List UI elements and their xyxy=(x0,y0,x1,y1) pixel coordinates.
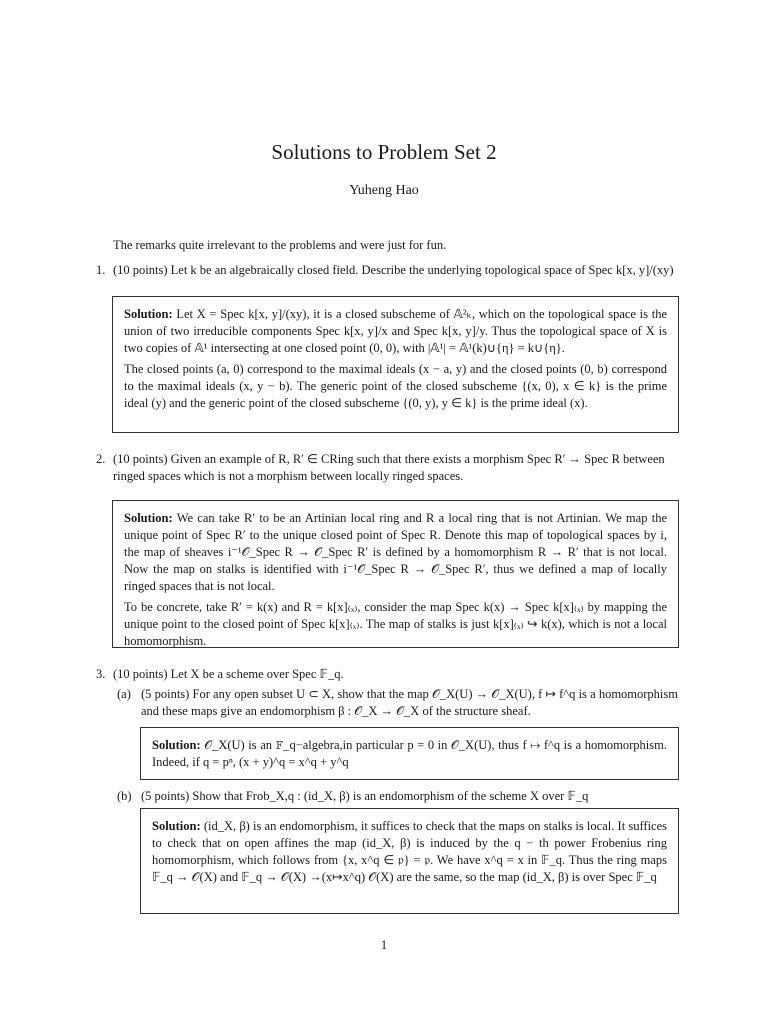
part-statement: (5 points) For any open subset U ⊂ X, show that the map 𝒪_X(U) → 𝒪_X(U), f ↦ f^q is a homomorphism and these maps give an endomorphism β : 𝒪_X → 𝒪_X of the structure sheaf. xyxy=(141,687,678,718)
solution-label: Solution: xyxy=(152,738,201,752)
problem-number: 2. xyxy=(96,452,106,466)
solution-box xyxy=(112,296,679,433)
solution-text: (id_X, β) is an endomorphism, it suffices to check that the maps on stalks is local. It suffices to check that on open affines the map (id_X, β) is induced by the q − th power Frobenius ring homomorphism, which follows from {x, x^q ∈ 𝔭} = 𝔭. We have x^q = x in 𝔽_q. Thus the ring maps 𝔽_q → 𝒪(X) and 𝔽_q → 𝒪(X) →(x↦x^q) 𝒪(X) are the same, so the map (id_X, β) is over Spec 𝔽_q xyxy=(152,819,668,884)
solution-text: Let X = Spec k[x, y]/(xy), it is a closed subscheme of 𝔸²ₖ, which on the topological space is the union of two irreducible components Spec k[x, y]/x and Spec k[x, y]/y. Thus the topological space of X is two copies of 𝔸¹ intersecting at one closed point (0, 0), with |𝔸¹| = 𝔸¹(k)∪{η} = k∪{η}. xyxy=(124,307,667,355)
solution-content xyxy=(152,818,667,890)
solution-label: Solution: xyxy=(124,511,173,525)
problem-statement: (10 points) Let X be a scheme over Spec 𝔽_q. xyxy=(113,667,344,681)
problem-statement: (10 points) Given an example of R, R′ ∈ CRing such that there exists a morphism Spec R′ → Spec R between ringed spaces which is not a morphism between locally ringed spaces. xyxy=(113,452,665,483)
solution-box xyxy=(112,500,679,648)
page-number: 1 xyxy=(380,938,388,952)
author-name: Yuheng Hao xyxy=(349,183,419,198)
part-statement: (5 points) Show that Frob_X,q : (id_X, β) is an endomorphism of the scheme X over 𝔽_q xyxy=(141,789,589,803)
solution-content xyxy=(124,306,667,416)
solution-label: Solution: xyxy=(124,307,173,321)
solution-text: To be concrete, take R′ = k(x) and R = k[x]₍ₓ₎, consider the map Spec k(x) → Spec k[x]₍ₓ₎ by mapping the unique point to the closed point of Spec k[x]₍ₓ₎. The map of stalks is just k[x]₍ₓ₎ ↪ k(x), which is not a local homomorphism. xyxy=(124,600,667,648)
part-label: (a) xyxy=(117,687,131,701)
remark-text: The remarks quite irrelevant to the problems and were just for fun. xyxy=(113,238,447,252)
solution-content xyxy=(124,510,667,654)
problem-number: 1. xyxy=(96,263,106,277)
solution-text: 𝒪_X(U) is an 𝔽_q−algebra,in particular p = 0 in 𝒪_X(U), thus f ↦ f^q is a homomorphism. Indeed, if q = pⁿ, (x + y)^q = x^q + y^q xyxy=(152,738,667,769)
solution-box xyxy=(140,727,679,780)
page-title: Solutions to Problem Set 2 xyxy=(271,140,497,164)
part-label: (b) xyxy=(117,789,132,803)
solution-content xyxy=(152,737,667,775)
solution-text: We can take R′ to be an Artinian local ring and R a local ring that is not Artinian. We map the unique point of Spec R′ to the unique closed point of Spec R. Denote this map of topological spaces by i, the map of sheaves i⁻¹𝒪_Spec R → 𝒪_Spec R′ is defined by a homomorphism R → R′ that is not local. Now the map on stalks is identified with i⁻¹𝒪_Spec R → 𝒪_Spec R′, thus we defined a map of locally ringed spaces that is not local. xyxy=(124,511,667,593)
solution-label: Solution: xyxy=(152,819,201,833)
problem-number: 3. xyxy=(96,667,106,681)
problem-statement: (10 points) Let k be an algebraically closed field. Describe the underlying topological space of Spec k[x, y]/(xy) xyxy=(113,263,674,277)
solution-box xyxy=(140,808,679,914)
solution-text: The closed points (a, 0) correspond to the maximal ideals (x − a, y) and the closed points (0, b) correspond to the maximal ideals (x, y − b). The generic point of the closed subscheme {(x, 0), x ∈ k} is the prime ideal (y) and the generic point of the closed subscheme {(0, y), y ∈ k} is the prime ideal (x). xyxy=(124,362,667,410)
